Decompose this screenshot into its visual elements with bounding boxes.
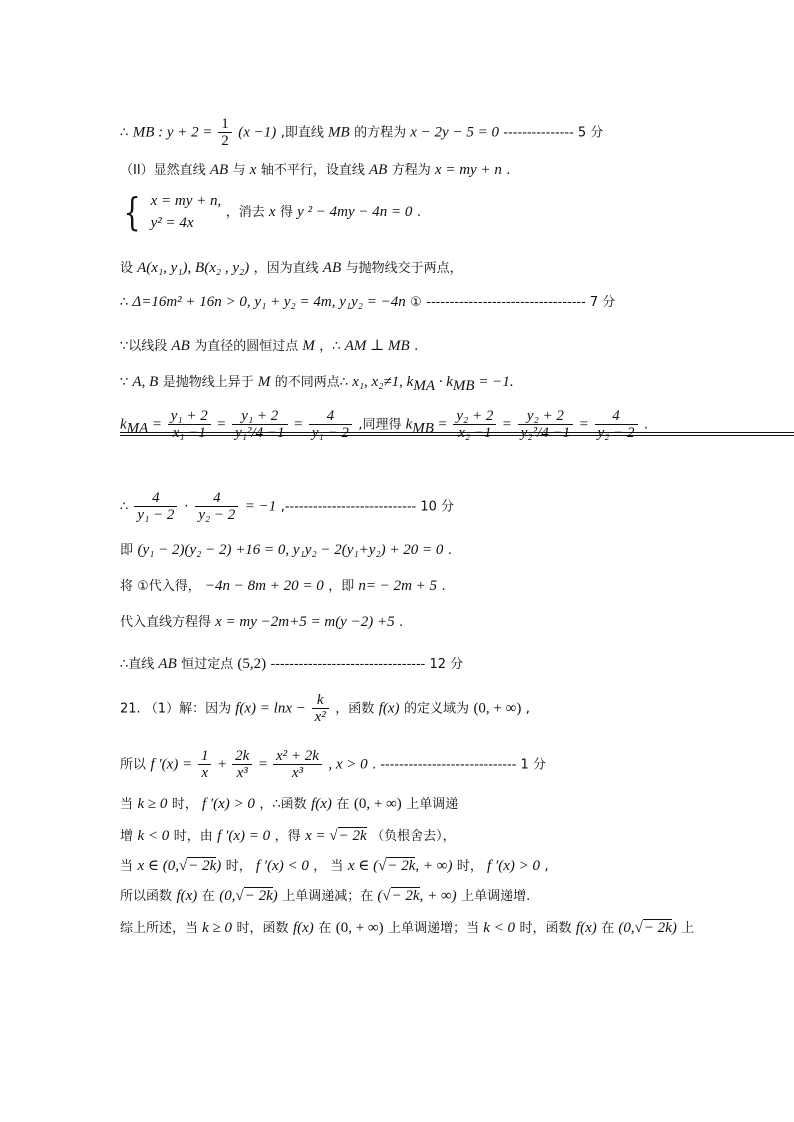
fraction-numerator: 4 [134,490,177,507]
text: ，∴ [319,339,345,354]
text: 方程为 [391,163,435,178]
text: 与 [232,163,250,178]
text: 是抛物线上异于 [162,375,258,390]
text: 在 [601,921,619,936]
sqrt-radicand: − 2k [244,888,273,904]
fraction [273,748,322,781]
fraction [198,748,212,781]
text: 恒过定点 [181,657,238,672]
line-intervals [120,856,549,877]
math-expr: x [268,204,276,220]
math-expr: −4n − 8m + 20 = 0 [204,578,324,594]
fraction [195,490,238,523]
fraction [595,408,638,441]
text: 时， [171,797,202,812]
fraction-numerator: k [312,692,329,709]
math-expr: AB [158,656,177,672]
text: 为直径的圆恒过点 [194,339,303,354]
line-slope-fractions: $k_{MA}$ = $\frac{\text{y₁ + 2}}{\text{x₁ −1}}$ = $\frac{\text{y₁ + 2}}{\text{y₁²/4 −1}}$ = $\frac{4}{\text{y₁ − 2}}$ ,同理得 $k_{MB}$ = $\frac{\text{y₂ + 2}}{\text{x₂ −1}}$ = $\frac{\text{y₂ + 2}}{\text{y₂²/4 −1}}$ = $\frac{4}{\text{y₂ − 2}}$ . [120,408,649,441]
fraction-denominator: x³ [291,765,303,781]
math-expr: f ′(x) = 0 [217,828,271,844]
fraction-denominator: x₁ −1 [172,425,206,441]
text: ∴直线 [120,657,159,672]
text: ，即 [328,579,359,594]
text: ，∴函数 [259,797,307,812]
text: 时，函数 [236,921,289,936]
math-expr: , + ∞) [415,858,453,874]
math-expr: k ≥ 0 [202,920,233,936]
text: ① [410,295,422,310]
text: ，函数 [335,701,375,717]
sqrt-sign-icon: √ [382,888,391,904]
math-expr: = −1 [244,498,277,515]
text: 代入直线方程得 [120,615,216,630]
fraction-denominator: 2 [221,133,229,149]
score-marker: --------------------------------- 12 分 [270,657,464,672]
therefore-symbol: ∴ [120,295,133,310]
fraction-denominator: y₁ − 2 [137,507,175,523]
math-expr: (0, [618,920,635,936]
math-expr: n= − 2m + 5 [358,578,438,594]
sqrt-radicand: − 2k [338,828,367,844]
math-expr: f(x) [176,888,198,904]
math-expr: A, B [132,374,159,390]
math-expr: = [258,756,271,773]
text: . [372,757,381,773]
line-derivative [120,748,546,781]
divider-line [120,435,794,436]
text: 增 [120,829,134,844]
line-summary [120,918,694,939]
fraction-numerator: 1 [198,748,212,765]
fraction-numerator: y₂ + 2 [518,408,573,425]
text: . [643,417,649,433]
text: 得 [280,205,298,220]
line-line-equation [120,612,403,633]
text: 上单调递减；在 [282,889,378,904]
math-expr: · k [435,374,453,390]
text: . [506,163,511,178]
text: 21. （1）解：因为 [120,701,236,717]
fraction-denominator: x [201,765,209,781]
text: 在 [318,921,332,936]
fraction [218,116,232,149]
text: ，因为直线 [253,261,323,276]
subscript: MB [412,420,434,437]
text: 在 [201,889,215,904]
fraction [309,408,352,441]
text: 即 [120,543,134,558]
math-expr: x = my + n [434,162,502,178]
math-expr: f(x) [292,920,314,936]
text: 所以 [120,757,147,773]
math-expr: MB : y + 2 = [132,124,217,141]
subscript: MA [126,420,149,437]
sqrt-sign-icon: √ [178,858,188,874]
math-expr: M [302,338,315,354]
fraction-numerator: y₁ + 2 [168,408,211,425]
math-expr: f ′(x) = [150,756,196,773]
subscript: MB [452,377,475,394]
text: ，得 [274,829,301,844]
sqrt-sign-icon: √ [235,888,244,904]
math-expr: ) [272,888,278,904]
therefore-symbol: ∴ [120,499,133,515]
math-expr: (0, + ∞) [335,920,384,936]
math-expr: k < 0 [483,920,515,936]
equation-system [151,190,222,234]
line-circle [120,336,418,357]
text: 的不同两点∴ [274,375,353,390]
math-expr: k ≥ 0 [137,796,168,812]
math-expr: = −1. [474,374,514,390]
math-expr: (y₁ − 2)(y₂ − 2) +16 = 0, y₁y₂ − 2(y₁+y₂) + 20 = 0 [137,542,444,558]
text: ,同理得 [358,417,406,433]
fraction [453,408,496,441]
math-expr: y ² − 4my − 4n = 0 [297,204,413,220]
math-expr: f(x) [311,796,332,812]
line-discriminant [120,292,615,313]
text: . [416,205,422,220]
text: 综上所述，当 [120,921,203,936]
fraction-denominator: x² [314,709,326,725]
line-problem-21 [120,692,530,725]
math-expr: (0, + ∞) [473,700,522,717]
math-expr: (5,2) [237,656,267,672]
sqrt-sign-icon: √ [329,828,338,844]
math-expr: x₁, x₂≠1, k [352,374,414,390]
line-mb-equation [120,116,603,149]
math-expr: k [405,416,413,433]
fraction [312,692,329,725]
line-slopes [120,372,514,396]
math-expr: (0, + ∞) [353,796,402,812]
sqrt-radicand: − 2k [391,888,420,904]
sqrt-radicand: − 2k [188,858,217,874]
math-expr: x − 2y − 5 = 0 [410,124,499,141]
text: ，消去 [225,205,269,220]
text: 所以函数 [120,889,173,904]
line-product: ∴ $\frac{4}{\text{y₁ − 2}}$ · $\frac{4}{\text{y₂ − 2}}$ = −1 ,---------------------------- 10 分 [120,490,455,523]
fraction-numerator: 4 [595,408,638,425]
line-intersection [120,258,463,279]
text: 的定义域为 [403,701,469,717]
text: . [441,579,446,594]
text: 上 [681,921,695,936]
fraction-numerator: x² + 2k [273,748,322,765]
fraction-denominator: y₁²/4 −1 [235,425,285,441]
math-expr: (0, [219,888,236,904]
math-expr: MB [328,124,350,141]
fraction-numerator: y₁ + 2 [232,408,287,425]
line-case-k-neg [120,826,456,847]
math-expr: AB [369,162,388,178]
text: 在 [336,797,350,812]
line-case-k-nonneg [120,794,458,815]
math-expr: AB [209,162,229,178]
therefore-symbol: ∴ [120,125,129,141]
sqrt-sign-icon: √ [634,920,643,936]
text: 将 ①代入得， [120,579,205,594]
text: 当 [120,859,134,874]
fraction-denominator: x₂ −1 [458,425,492,441]
fraction-denominator: y₁ − 2 [311,425,349,441]
text: , [525,701,530,717]
fraction [134,490,177,523]
sqrt-sign-icon: √ [378,858,387,874]
fraction-denominator: y₂ − 2 [198,507,236,523]
fraction-numerator: 4 [309,408,352,425]
text: 轴不平行，设直线 [260,163,369,178]
fraction-denominator: x³ [236,765,248,781]
text: （负根舍去）， [371,829,456,844]
line-monotonic [120,886,530,907]
math-expr: , x > 0 [328,756,368,773]
text: 设 [120,261,138,276]
line-fixed-point [120,654,463,675]
math-expr: k < 0 [137,828,170,844]
fraction [518,408,573,441]
text: （II）显然直线 [120,163,210,178]
sqrt-radicand: − 2k [387,858,416,874]
math-expr: x [249,162,257,178]
math-expr: x = [305,828,330,844]
math-expr: + [217,756,231,773]
math-expr: f(x) [575,920,597,936]
text: 与抛物线交于两点， [345,261,463,276]
score-marker: --------------- 5 分 [503,125,604,141]
left-brace-icon: { [123,190,141,234]
text: , [544,859,549,874]
fraction-numerator: 2k [232,748,252,765]
text: 上单调递 [406,797,459,812]
text: 当 [120,797,134,812]
math-expr: (x −1) [238,124,277,141]
sqrt-radicand: − 2k [643,920,672,936]
text: ， 当 [313,859,344,874]
line-equation-system [120,190,421,234]
math-expr: A(x₁, y₁), B(x₂ , y₂) [137,260,250,276]
text: 时，函数 [519,921,572,936]
math-expr: x ∈ (0, [137,858,179,874]
math-expr: x ∈ ( [347,858,379,874]
fraction [232,748,252,781]
score-marker: ,---------------------------- 10 分 [280,499,455,515]
text: 的方程为 [354,125,411,141]
text: . [414,339,419,354]
math-expr: ) [671,920,677,936]
line-substitute [120,576,446,597]
fraction [232,408,287,441]
subscript: MA [413,377,435,394]
math-expr: f ′(x) > 0 [201,796,255,812]
math-expr: f(x) = lnx − [235,700,310,717]
fraction-numerator: y₂ + 2 [453,408,496,425]
text: 时， [456,859,488,874]
system-row: x = my + n, [150,193,222,209]
fraction [168,408,211,441]
text: 时， [225,859,256,874]
text: 上单调递增. [461,889,531,904]
fraction-denominator: y₂ − 2 [597,425,635,441]
divider-line [120,432,794,433]
math-expr: , + ∞) [419,888,457,904]
fraction-denominator: y₂²/4 −1 [520,425,571,441]
text: ∵以线段 [120,339,172,354]
score-marker: ---------------------------------- 7 分 [426,295,616,310]
math-expr: f ′(x) > 0 [487,858,541,874]
math-expr: ( [377,888,383,904]
line-expand [120,540,452,561]
math-expr: x = my −2m+5 = m(y −2) +5 [215,614,395,630]
text: ,即直线 [280,125,328,141]
text: 上单调递增；当 [388,921,484,936]
text: . [399,615,404,630]
math-expr: Δ=16m² + 16n > 0, y₁ + y₂ = 4m, y₁y₂ = −4n [132,294,406,310]
math-expr: AB [171,338,190,354]
text: 时，由 [173,829,213,844]
fraction-numerator: 1 [218,116,232,133]
text: ∵ [120,375,133,390]
math-expr: ) [216,858,222,874]
text: . [447,543,452,558]
system-row: y² = 4x [150,215,194,231]
math-expr: M [257,374,271,390]
line-part-two [120,160,510,181]
score-marker: ----------------------------- 1 分 [380,757,546,773]
math-expr: k [120,416,127,433]
math-expr: f ′(x) < 0 [255,858,309,874]
fraction-numerator: 4 [195,490,238,507]
math-expr: AM ⊥ MB [344,338,410,354]
math-expr: AB [322,260,342,276]
math-expr: f(x) [378,700,400,717]
